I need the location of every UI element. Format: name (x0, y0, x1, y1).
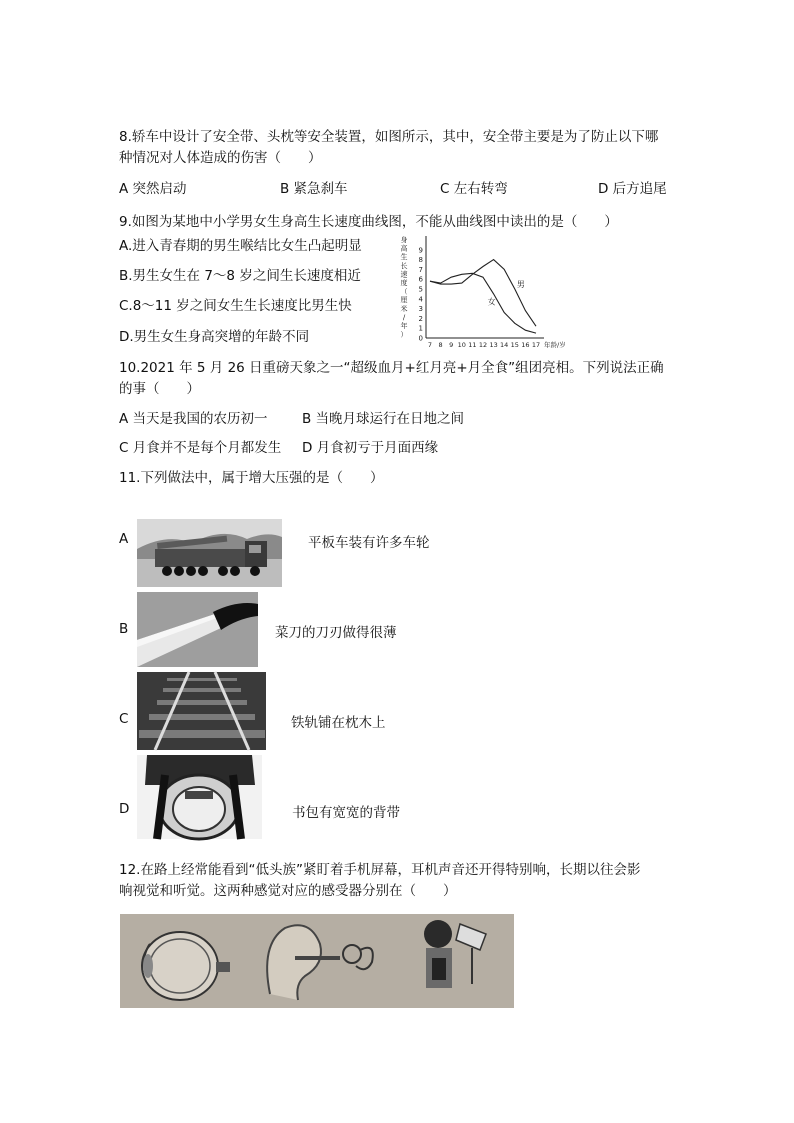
q8-line1: 8.轿车中设计了安全带、头枕等安全装置，如图所示，其中，安全带主要是为了防止以下哪 (119, 129, 659, 145)
q12-line2: 响视觉和听觉。这两种感觉对应的感受器分别在（ ） (119, 883, 457, 899)
y-axis-label-char: 长 (400, 261, 408, 270)
y-tick-label: 6 (418, 275, 423, 284)
q10-option-c: C 月食并不是每个月都发生 (119, 440, 282, 456)
y-tick-label: 7 (418, 265, 423, 274)
q10-option-b: B 当晚月球运行在日地之间 (302, 411, 465, 427)
q11-letter-c: C (119, 711, 129, 727)
q12-line1: 12.在路上经常能看到“低头族”紧盯着手机屏幕，耳机声音还开得特别响，长期以往会影 (119, 862, 641, 878)
y-tick-label: 1 (418, 324, 423, 333)
series-label-female: 女 (487, 297, 496, 307)
q11-text-a: 平板车装有许多车轮 (308, 535, 430, 551)
y-axis-label-char: 身 (400, 236, 408, 244)
x-tick-label: 14 (500, 341, 509, 349)
series-line-male (430, 260, 536, 327)
q9-option-b: B.男生女生在 7～8 岁之间生长速度相近 (119, 268, 361, 284)
q8-option-a: A 突然启动 (119, 181, 187, 197)
q8-option-d: D 后方追尾 (598, 181, 667, 197)
q8-option-c: C 左右转弯 (440, 181, 508, 197)
q9-option-a: A.进入青春期的男生喉结比女生凸起明显 (119, 238, 362, 254)
x-tick-label: 7 (427, 341, 433, 349)
q9-option-c: C.8～11 岁之间女生生长速度比男生快 (119, 298, 352, 314)
series-label-male: 男 (516, 280, 525, 289)
q8-option-b: B 紧急刹车 (280, 181, 348, 197)
y-tick-label: 0 (418, 334, 423, 343)
y-tick-label: 3 (418, 305, 423, 314)
q10-line1: 10.2021 年 5 月 26 日重磅天象之一“超级血月+红月亮+月全食”组团亮相。下列说法正确 (119, 360, 664, 376)
x-tick-label: 12 (478, 341, 488, 349)
y-axis-label-char: / (402, 313, 406, 322)
y-tick-label: 9 (418, 246, 423, 255)
eye-ear-sense-organs-image (120, 914, 514, 1008)
y-axis-label-char: 厘 (400, 296, 408, 305)
x-tick-label: 10 (457, 341, 466, 349)
q9-option-d: D.男生女生身高突增的年龄不同 (119, 329, 310, 345)
q11-text-c: 铁轨铺在枕木上 (291, 715, 386, 731)
q10-option-d: D 月食初亏于月面西缘 (302, 440, 439, 456)
growth-speed-chart (398, 232, 566, 356)
y-axis-label-char: （ (400, 287, 408, 296)
x-tick-label: 8 (438, 341, 443, 349)
q11-letter-a: A (119, 531, 129, 547)
backpack-image (137, 755, 262, 839)
q11-text-d: 书包有宽宽的背带 (292, 805, 400, 821)
q9-stem: 9.如图为某地中小学男女生身高生长速度曲线图，不能从曲线图中读出的是（ ） (119, 214, 618, 230)
crane-truck-image (137, 519, 282, 587)
q10-line2: 的事（ ） (119, 381, 200, 397)
y-tick-label: 5 (418, 285, 423, 294)
y-axis-label-char: 高 (400, 244, 408, 253)
y-tick-label: 2 (418, 314, 423, 323)
q11-letter-d: D (119, 801, 130, 817)
railway-track-image (137, 672, 266, 750)
q10-option-a: A 当天是我国的农历初一 (119, 411, 268, 427)
y-tick-label: 4 (418, 295, 423, 304)
y-axis-label-char: 速 (400, 270, 408, 279)
x-tick-label: 16 (521, 341, 530, 349)
x-tick-label: 9 (449, 341, 454, 349)
y-axis-label-char: 生 (400, 253, 408, 262)
y-axis-label-char: 度 (400, 279, 408, 287)
q11-stem: 11.下列做法中，属于增大压强的是（ ） (119, 470, 384, 486)
q11-text-b: 菜刀的刀刃做得很薄 (275, 625, 397, 641)
y-axis-label-char: 米 (400, 304, 408, 313)
kitchen-knife-image (137, 592, 258, 667)
x-tick-label: 17 (531, 341, 541, 349)
x-tick-label: 11 (468, 341, 477, 349)
x-axis-label: 年龄/岁 (544, 341, 566, 349)
x-tick-label: 15 (510, 341, 519, 349)
x-tick-label: 13 (489, 341, 498, 349)
y-axis-label-char: ） (400, 330, 408, 339)
y-axis-label-char: 年 (400, 322, 408, 330)
q11-letter-b: B (119, 621, 129, 637)
q8-line2: 种情况对人体造成的伤害（ ） (119, 150, 322, 166)
y-tick-label: 8 (418, 256, 423, 265)
